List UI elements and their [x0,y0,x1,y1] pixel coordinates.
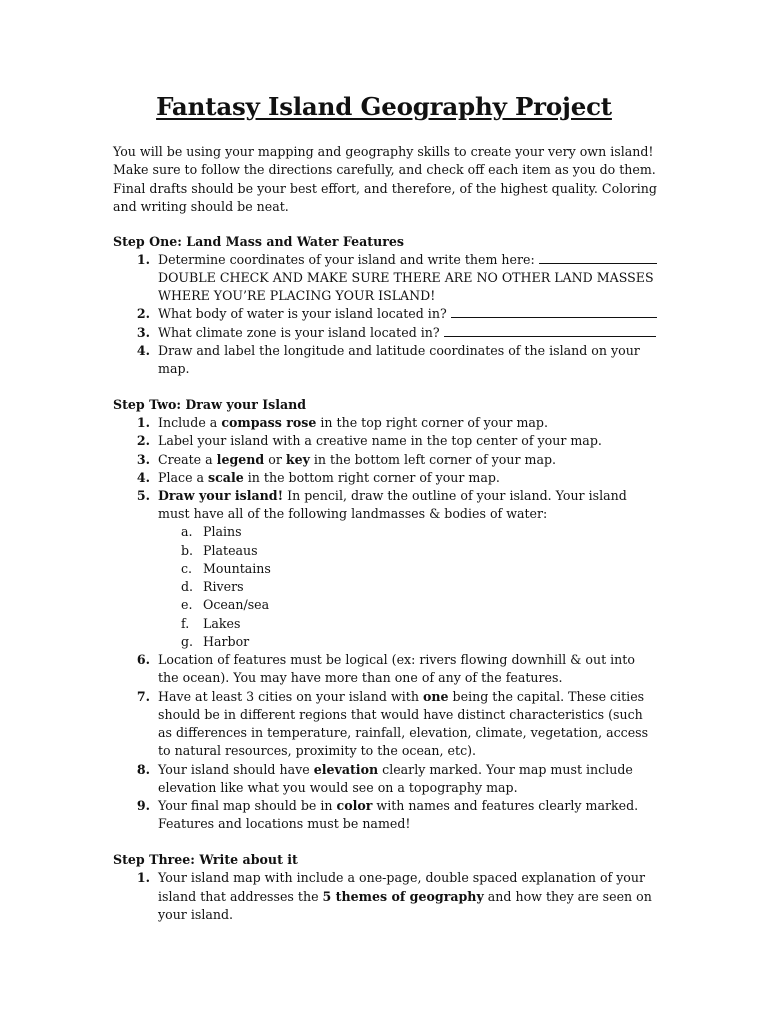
step2-item6-number: 6. [136,652,150,667]
step-three-heading: Step Three: Write about it [113,852,298,867]
page-title: Fantasy Island Geography Project [156,92,612,121]
step2-item3-text [158,451,556,469]
feature-list-item [181,578,244,596]
feature-name: Lakes [203,616,241,631]
feature-list-item [181,542,258,560]
step2-item4-number: 4. [136,470,150,485]
coordinates-blank [539,252,657,264]
five-themes-term: 5 themes of geography [322,889,484,904]
step1-item3-text [158,324,656,342]
step3-item1-line3: your island. [158,907,234,922]
feature-letter: f. [181,616,190,631]
step2-item9-line2: Features and locations must be named! [158,816,411,831]
step2-item5-number: 5. [136,488,150,503]
step2-item7-number: 7. [136,689,150,704]
step2-item8-line2: elevation like what you would see on a topography map. [158,780,518,795]
step3-item1-pre: island that addresses the [158,889,323,904]
color-term: color [336,798,373,813]
feature-name: Plains [203,524,242,539]
feature-name: Rivers [203,579,244,594]
step2-item6-line1: Location of features must be logical (ex: rivers flowing downhill & out into [158,652,635,667]
key-term: key [285,452,310,467]
step2-item8-pre: Your island should have [158,762,314,777]
feature-letter: c. [181,561,193,576]
step2-item6-line2: the ocean). You may have more than one of any of the features. [158,670,563,685]
step3-item1-line2 [158,888,652,906]
step2-item5-text [158,487,627,505]
step-two-heading: Step Two: Draw your Island [113,397,307,412]
body-of-water-blank [451,306,657,318]
step2-item9-number: 9. [136,798,150,813]
climate-zone-blank [444,325,656,337]
step1-item3-number: 3. [136,325,150,340]
step3-item1-post: and how they are seen on [483,889,652,904]
step2-item7-line2: should be in different regions that would have distinct characteristics (such [158,707,643,722]
step2-item9-post: with names and features clearly marked. [372,798,639,813]
step1-item4-line1: Draw and label the longitude and latitude coordinates of the island on your [158,343,640,358]
feature-letter: g. [181,634,194,649]
step2-item2-text: Label your island with a creative name in the top center of your map. [158,433,602,448]
step1-item4-line2: map. [158,361,190,376]
step1-item2-line1: What body of water is your island located in? [158,306,447,321]
draw-island-term: Draw your island! [158,488,284,503]
step2-item3-mid: or [264,452,286,467]
step2-item7-line3: as differences in temperature, rainfall, elevation, climate, vegetation, access [158,725,649,740]
feature-name: Mountains [203,561,271,576]
step2-item4-pre: Place a [158,470,209,485]
step1-item2-text [158,305,657,323]
step1-item3-line1: What climate zone is your island located in? [158,325,440,340]
feature-list-item [181,596,269,614]
elevation-term: elevation [313,762,379,777]
step2-item1-text [158,414,548,432]
step3-item1-line1: Your island map with include a one-page, double spaced explanation of your [158,870,646,885]
step2-item3-number: 3. [136,452,150,467]
step1-item1-line1: Determine coordinates of your island and write them here: [158,252,535,267]
step2-item2-number: 2. [136,433,150,448]
step1-item2-number: 2. [136,306,150,321]
step1-item1-line3: WHERE YOU’RE PLACING YOUR ISLAND! [158,288,436,303]
intro-paragraph: You will be using your mapping and geography skills to create your very own island! Make sure to follow the directions carefully, and check off each item as you do them. Final drafts should be your best effort, and therefore, of the highest quality. Coloring and writing should be neat. [113,144,657,214]
step2-item7-pre: Have at least 3 cities on your island with [158,689,423,704]
step2-item4-post: in the bottom right corner of your map. [243,470,500,485]
step2-item8-text [158,761,633,779]
step2-item4-text [158,469,500,487]
step2-item8-post: clearly marked. Your map must include [378,762,633,777]
step-one-heading: Step One: Land Mass and Water Features [113,234,405,249]
step1-item1-line2: DOUBLE CHECK AND MAKE SURE THERE ARE NO OTHER LAND MASSES [158,270,654,285]
step2-item1-number: 1. [136,415,150,430]
feature-list-item [181,523,242,541]
step2-item3-pre: Create a [158,452,217,467]
step2-item1-pre: Include a [158,415,222,430]
step3-item1-number: 1. [136,870,150,885]
feature-letter: b. [181,543,194,558]
feature-name: Harbor [203,634,250,649]
feature-letter: a. [181,524,193,539]
compass-rose-term: compass rose [221,415,317,430]
feature-name: Ocean/sea [203,597,270,612]
legend-term: legend [216,452,265,467]
step2-item8-number: 8. [136,762,150,777]
step2-item1-post: in the top right corner of your map. [316,415,548,430]
feature-letter: e. [181,597,193,612]
step2-item5-post: In pencil, draw the outline of your island. Your island [283,488,627,503]
feature-list-item [181,560,271,578]
step2-item5-line2: must have all of the following landmasses & bodies of water: [158,506,548,521]
step2-item7-text [158,688,644,706]
step2-item9-text [158,797,638,815]
step1-item1-text [158,251,657,269]
feature-list-item [181,633,249,651]
step2-item7-line4: to natural resources, proximity to the ocean, etc). [158,743,477,758]
feature-letter: d. [181,579,194,594]
one-term: one [422,689,449,704]
step1-item4-number: 4. [136,343,150,358]
feature-list-item [181,615,240,633]
step2-item9-pre: Your final map should be in [158,798,337,813]
scale-term: scale [208,470,244,485]
step2-item3-post: in the bottom left corner of your map. [309,452,557,467]
feature-name: Plateaus [203,543,258,558]
step1-item1-number: 1. [136,252,150,267]
step2-item7-post: being the capital. These cities [448,689,645,704]
